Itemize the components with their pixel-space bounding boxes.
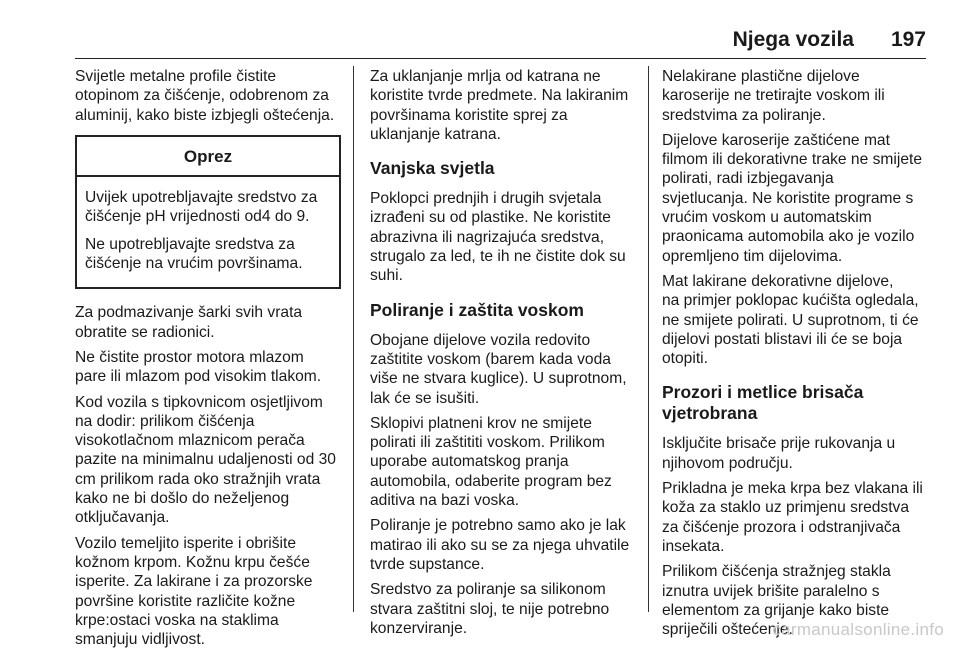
page-number: 197 bbox=[890, 28, 926, 51]
section-heading: Vanjska svjetla bbox=[370, 158, 495, 179]
section-heading: Prozori i metlice brisača vjetrobrana bbox=[662, 382, 864, 424]
paragraph: Isključite brisače prije rukovanja u njihovom području. bbox=[662, 435, 896, 472]
paragraph: Mat lakirane dekorativne dijelove, na primjer poklopac kućišta ogledala, ne smijete polirati. U suprotnom, ti će dijelovi postati blistavi ili će se boja otopiti. bbox=[662, 272, 919, 368]
caution-box bbox=[75, 135, 341, 289]
column-divider bbox=[648, 66, 649, 612]
column-3 bbox=[662, 67, 928, 645]
caution-text: Uvijek upotrebljavajte sredstvo za čišćenje pH vrijednosti od4 do 9. bbox=[85, 189, 318, 226]
paragraph: Za podmazivanje šarki svih vrata obratite se radionici. bbox=[75, 304, 303, 341]
paragraph: Nelakirane plastične dijelove karoserije ne tretirajte voskom ili sredstvima za poliranje. bbox=[662, 68, 885, 124]
paragraph: Prilikom čišćenja stražnjeg stakla iznutra uvijek brišite paralelno s elementom za grijanje kako biste spriječili oštećenje. bbox=[662, 563, 891, 639]
paragraph: Ne čistite prostor motora mlazom pare ili mlazom pod visokim tlakom. bbox=[75, 348, 322, 386]
caution-text: Ne upotrebljavajte sredstva za čišćenje na vrućim površinama. bbox=[85, 235, 303, 273]
paragraph: Poklopci prednjih i drugih svjetala izrađeni su od plastike. Ne koristite abrazivna ili nagrizajuća sredstva, strugalo za led, te ih ne čistite dok su suhi. bbox=[370, 190, 626, 285]
paragraph: Dijelove karoserije zaštićene mat filmom ili dekorativne trake ne smijete polirati, radi izbjegavanja svjetlucanja. Ne koristite programe s vrućim voskom u automatskim praonicama automobila ako je vozilo opremljeno tim dijelovima. bbox=[662, 131, 922, 265]
caution-body bbox=[77, 177, 339, 287]
paragraph: Poliranje je potrebno samo ako je lak matirao ili ako su se za njega uhvatile tvrde supstance. bbox=[370, 517, 630, 573]
column-2 bbox=[370, 67, 634, 644]
paragraph: Obojane dijelove vozila redovito zaštitite voskom (barem kada voda više ne stvara kuglice). U suprotnom, lak će se isušiti. bbox=[370, 331, 627, 407]
paragraph: Sklopivi platneni krov ne smijete polirati ili zaštititi voskom. Prilikom uporabe automatskog pranja automobila, odaberite program bez aditiva na bazi voska. bbox=[370, 414, 612, 510]
caution-title: Oprez bbox=[77, 137, 339, 177]
column-divider bbox=[353, 66, 354, 612]
section-heading: Poliranje i zaštita voskom bbox=[370, 299, 584, 320]
paragraph: Prikladna je meka krpa bez vlakana ili koža za staklo uz primjenu sredstva za čišćenje prozora i odstranjivača insekata. bbox=[662, 480, 923, 555]
paragraph: Svijetle metalne profile čistite otopinom za čišćenje, odobrenom za aluminij, kako biste izbjegli oštećenja. bbox=[75, 68, 335, 124]
page-header bbox=[75, 28, 926, 59]
paragraph: Vozilo temeljito isperite i obrišite kožnom krpom. Kožnu krpu češće isperite. Za lakirane i za prozorske površine koristite različite kožne krpe:ostaci voska na staklima smanjuju vidljivost. bbox=[75, 534, 313, 649]
watermark: carmanualsonline.info bbox=[772, 620, 944, 639]
paragraph: Za uklanjanje mrlja od katrana ne koristite tvrde predmete. Na lakiranim površinama koristite sprej za uklanjanje katrana. bbox=[370, 68, 629, 143]
paragraph: Kod vozila s tipkovnicom osjetljivom na dodir: prilikom čišćenja visokotlačnom mlaznicom perača pazite na minimalnu udaljenosti od 30 cm prilikom rada oko stražnjih vrata kako ne bi došlo do neželjenog otključavanja. bbox=[75, 393, 336, 527]
column-1 bbox=[75, 67, 341, 655]
page-title: Njega vozila bbox=[732, 28, 854, 51]
paragraph: Sredstvo za poliranje sa silikonom stvara zaštitni sloj, te nije potrebno konzerviranje. bbox=[370, 581, 610, 637]
